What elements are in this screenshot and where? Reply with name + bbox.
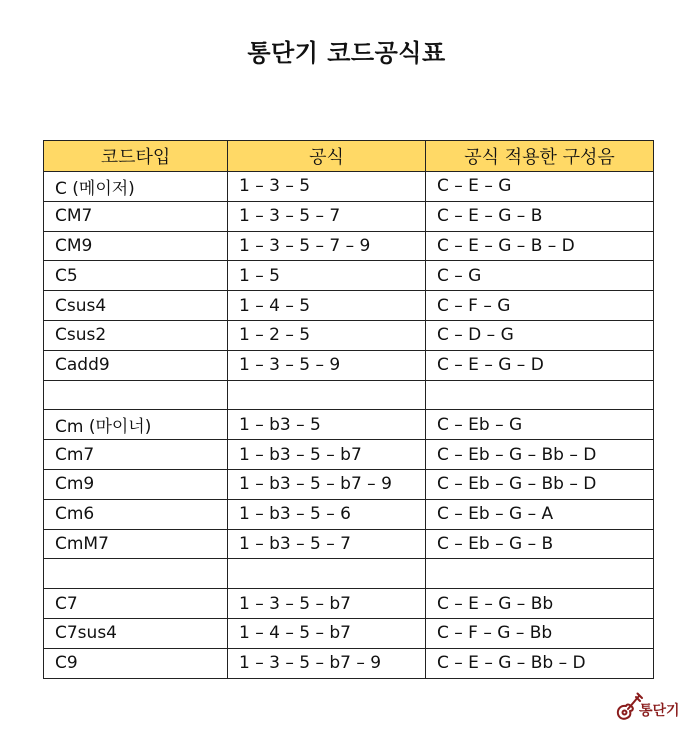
- table-row: [44, 172, 654, 202]
- notes-cell: [426, 559, 654, 589]
- notes-cell: C – E – G – Bb: [426, 589, 654, 619]
- chord-type-cell: C9: [44, 648, 228, 678]
- formula-cell: 1 – b3 – 5 – 7: [228, 529, 426, 559]
- notes-cell: C – G: [426, 261, 654, 291]
- page-title: 통단기 코드공식표: [247, 39, 446, 67]
- notes-cell: C – E – G – B – D: [426, 231, 654, 261]
- header-formula: 공식: [228, 141, 426, 172]
- notes-cell: C – Eb – G – Bb – D: [426, 440, 654, 470]
- chord-type-cell: [44, 559, 228, 589]
- notes-cell: C – E – G – B: [426, 201, 654, 231]
- chord-type-cell: C7sus4: [44, 618, 228, 648]
- table-row: [44, 201, 654, 231]
- brand-logo-text: 통단기: [639, 703, 680, 719]
- table-row: [44, 529, 654, 559]
- chord-type-cell: Cm6: [44, 499, 228, 529]
- chord-type-cell: Csus2: [44, 320, 228, 350]
- header-chord-type: 코드타입: [44, 141, 228, 172]
- formula-cell: 1 – 3 – 5 – 7 – 9: [228, 231, 426, 261]
- table-row: [44, 350, 654, 380]
- formula-cell: [228, 559, 426, 589]
- chord-type-cell: Cadd9: [44, 350, 228, 380]
- formula-cell: 1 – b3 – 5 – b7 – 9: [228, 469, 426, 499]
- chord-formula-table: [43, 140, 654, 679]
- table-row: [44, 291, 654, 321]
- chord-type-cell: C5: [44, 261, 228, 291]
- table-row-empty: [44, 559, 654, 589]
- notes-cell: C – E – G – D: [426, 350, 654, 380]
- brand-logo: [614, 690, 684, 722]
- table-row: [44, 231, 654, 261]
- table-row: [44, 261, 654, 291]
- table-row: [44, 618, 654, 648]
- table-row: [44, 589, 654, 619]
- table-row: [44, 410, 654, 440]
- formula-cell: 1 – 3 – 5 – 7: [228, 201, 426, 231]
- chord-type-cell: CM9: [44, 231, 228, 261]
- chord-type-cell: [44, 380, 228, 410]
- table-row: [44, 440, 654, 470]
- formula-cell: 1 – b3 – 5 – 6: [228, 499, 426, 529]
- formula-cell: 1 – 3 – 5 – b7: [228, 589, 426, 619]
- formula-cell: 1 – 4 – 5: [228, 291, 426, 321]
- chord-type-cell: Csus4: [44, 291, 228, 321]
- chord-type-cell: C7: [44, 589, 228, 619]
- table-row: [44, 499, 654, 529]
- notes-cell: C – Eb – G – Bb – D: [426, 469, 654, 499]
- notes-cell: C – E – G – Bb – D: [426, 648, 654, 678]
- chord-type-cell: Cm (마이너): [44, 410, 228, 440]
- notes-cell: [426, 380, 654, 410]
- formula-cell: 1 – 4 – 5 – b7: [228, 618, 426, 648]
- chord-type-cell: CmM7: [44, 529, 228, 559]
- formula-cell: 1 – 5: [228, 261, 426, 291]
- notes-cell: C – F – G: [426, 291, 654, 321]
- formula-cell: 1 – 2 – 5: [228, 320, 426, 350]
- notes-cell: C – E – G: [426, 172, 654, 202]
- chord-type-cell: Cm7: [44, 440, 228, 470]
- formula-cell: 1 – b3 – 5: [228, 410, 426, 440]
- formula-cell: 1 – 3 – 5: [228, 172, 426, 202]
- notes-cell: C – Eb – G – A: [426, 499, 654, 529]
- formula-cell: [228, 380, 426, 410]
- table-row: [44, 320, 654, 350]
- chord-type-cell: Cm9: [44, 469, 228, 499]
- chord-type-cell: C (메이저): [44, 172, 228, 202]
- table-row-empty: [44, 380, 654, 410]
- notes-cell: C – D – G: [426, 320, 654, 350]
- formula-cell: 1 – b3 – 5 – b7: [228, 440, 426, 470]
- header-notes: 공식 적용한 구성음: [426, 141, 654, 172]
- formula-cell: 1 – 3 – 5 – 9: [228, 350, 426, 380]
- table-header-row: [44, 141, 654, 172]
- table-row: [44, 648, 654, 678]
- notes-cell: C – F – G – Bb: [426, 618, 654, 648]
- notes-cell: C – Eb – G: [426, 410, 654, 440]
- chord-type-cell: CM7: [44, 201, 228, 231]
- formula-cell: 1 – 3 – 5 – b7 – 9: [228, 648, 426, 678]
- notes-cell: C – Eb – G – B: [426, 529, 654, 559]
- table-row: [44, 469, 654, 499]
